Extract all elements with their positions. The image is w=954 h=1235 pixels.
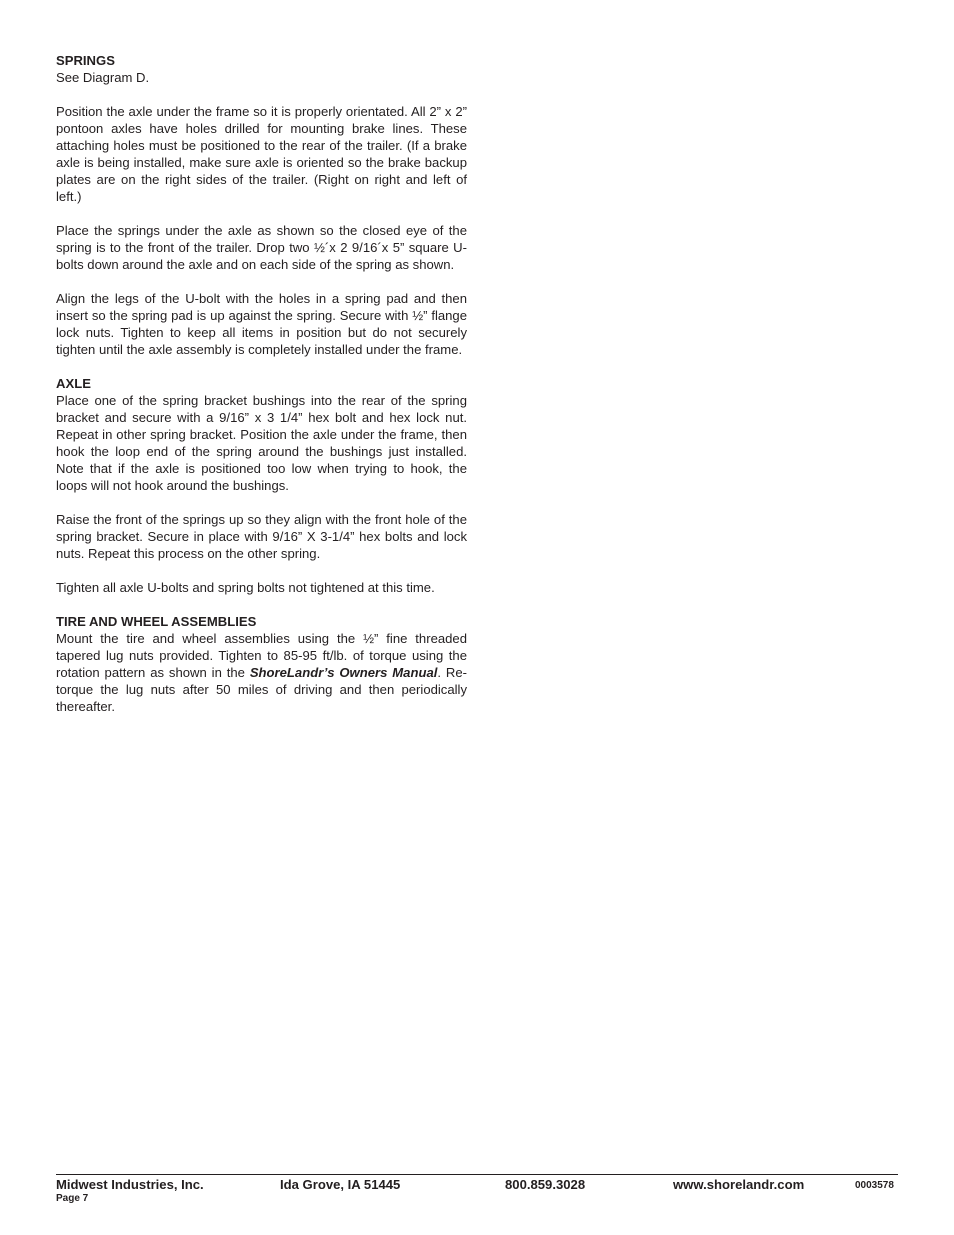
page-number: Page 7 <box>56 1193 89 1204</box>
springs-paragraph: Position the axle under the frame so it is properly orientated. All 2” x 2” pontoon axles have holes drilled for mounting brake lines. These attaching holes must be positioned to the rear of the trailer. (If a brake axle is being installed, make sure axle is oriented so the brake backup plates are on the right sides of the trailer. (Right on right and left of left.) <box>56 104 467 204</box>
footer-divider <box>56 1174 898 1175</box>
footer-website: www.shorelandr.com <box>673 1177 805 1192</box>
axle-paragraph: Raise the front of the springs up so they align with the front hole of the spring bracket. Secure in place with 9/16” X 3-1/4” hex bolts and lock nuts. Repeat this process on the other spring. <box>56 512 467 561</box>
footer-location: Ida Grove, IA 51445 <box>280 1177 401 1192</box>
footer-phone: 800.859.3028 <box>505 1177 586 1192</box>
axle-heading: AXLE <box>56 376 91 391</box>
page-footer <box>56 1177 898 1209</box>
footer-company: Midwest Industries, Inc. <box>56 1177 204 1192</box>
axle-section <box>56 375 467 596</box>
tire-wheel-section <box>56 613 467 715</box>
springs-section <box>56 52 467 358</box>
main-text-column <box>56 52 467 732</box>
tire-wheel-paragraph <box>56 630 467 715</box>
axle-paragraph: Tighten all axle U-bolts and spring bolts not tightened at this time. <box>56 580 435 595</box>
axle-paragraph: Place one of the spring bracket bushings into the rear of the spring bracket and secure with a 9/16” x 3 1/4” hex bolt and hex lock nut. Repeat in other spring bracket. Position the axle under the frame, then hook the loop end of the spring around the bushings just installed. Note that if the axle is positioned too low when trying to hook, the loops will not hook around the bushings. <box>56 393 467 493</box>
footer-document-code: 0003578 <box>855 1180 894 1191</box>
tire-wheel-heading: TIRE AND WHEEL ASSEMBLIES <box>56 614 257 629</box>
springs-paragraph: See Diagram D. <box>56 70 150 85</box>
springs-paragraph: Place the springs under the axle as shown so the closed eye of the spring is to the front of the trailer. Drop two ½´x 2 9/16´x 5” square U-bolts down around the axle and on each side of the spring as shown. <box>56 223 467 272</box>
springs-heading: SPRINGS <box>56 53 115 68</box>
tire-text-before: Mount the tire and wheel assemblies using the ½” fine threaded tapered lug nuts provided. Tighten to 85-95 ft/lb. of torque using the rotation pattern as shown in the <box>56 631 467 680</box>
owners-manual-reference: ShoreLandr’s Owners Manual <box>249 665 438 680</box>
springs-paragraph: Align the legs of the U-bolt with the holes in a spring pad and then insert so the spring pad is up against the spring. Secure with ½” flange lock nuts. Tighten to keep all items in position but do not securely tighten until the axle assembly is completely installed under the frame. <box>56 291 467 357</box>
tire-text-after: . Re-torque the lug nuts after 50 miles of driving and then periodically thereafter. <box>56 665 468 714</box>
